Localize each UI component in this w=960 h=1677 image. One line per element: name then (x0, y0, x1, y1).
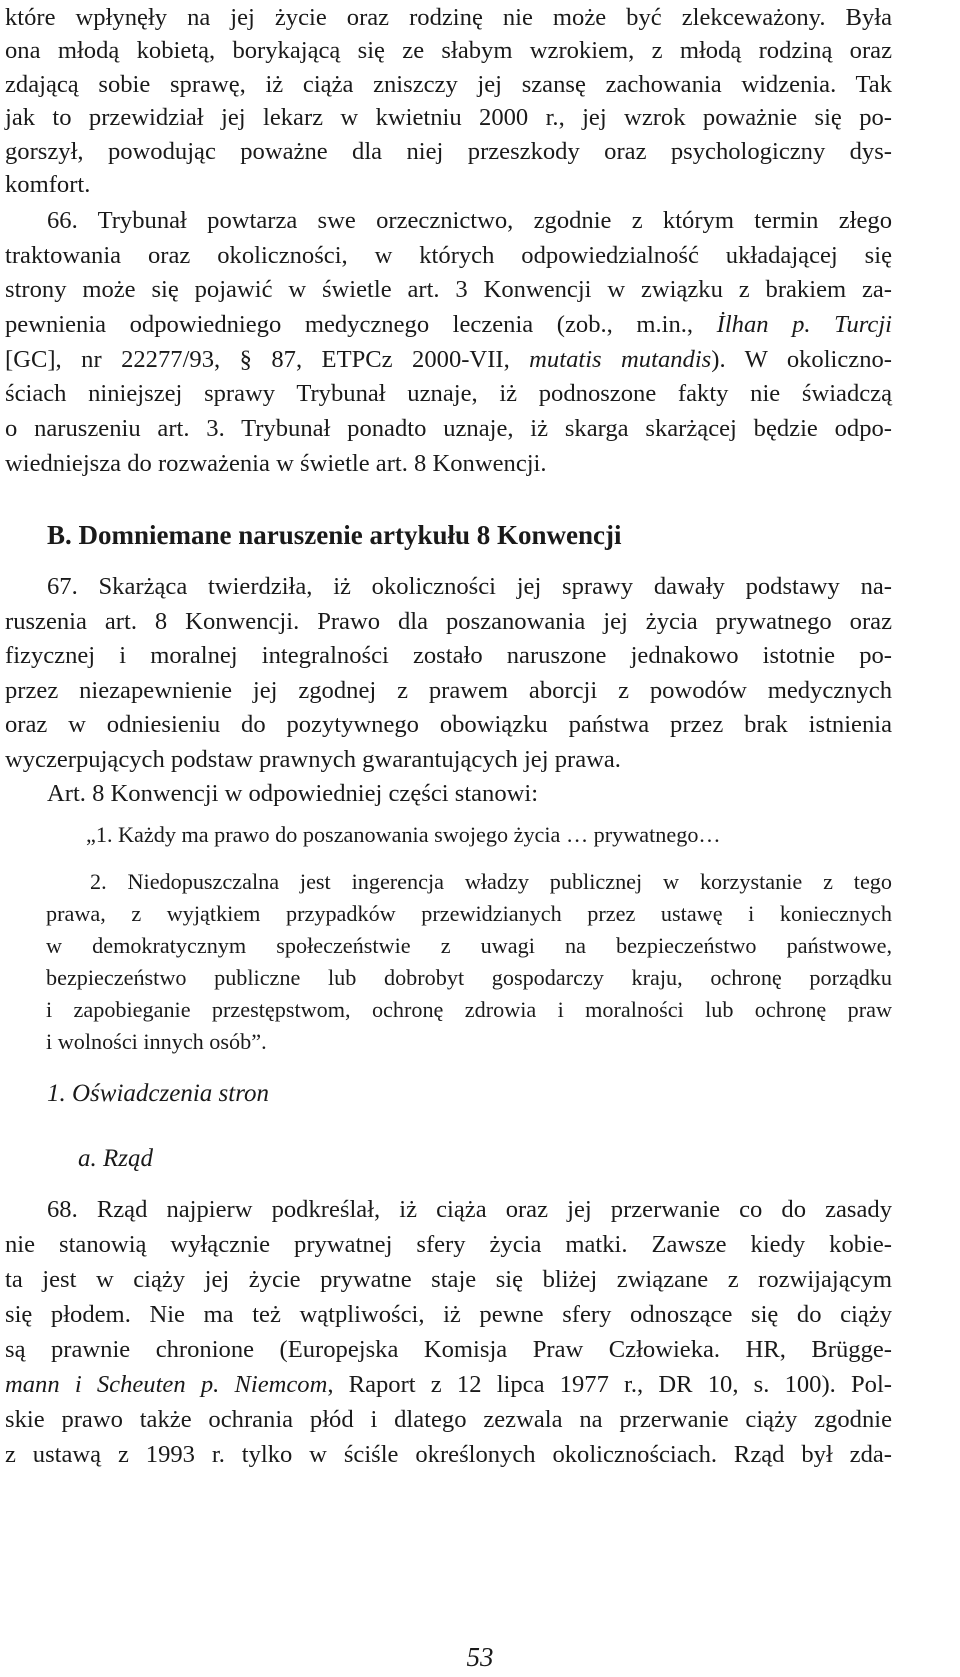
quote-line: „1. Każdy ma prawo do poszanowania swojego życia … prywatnego… (86, 822, 721, 847)
paragraph-68-line: nie stanowią wyłącznie prywatnej sfery życia matki. Zawsze kiedy kobie- (5, 1231, 892, 1258)
case-citation: İlhan p. Turcji (716, 311, 892, 338)
case-citation: mann i Scheuten p. Niemcom (5, 1371, 328, 1398)
paragraph-66-line: ściach niniejszej sprawy Trybunał uznaje, iż podnoszone fakty nie świadczą (5, 380, 892, 407)
paragraph-66-line: wiedniejsza do rozważenia w świetle art. 8 Konwencji. (5, 450, 547, 477)
paragraph-65-line: ona młodą kobietą, borykającą się ze słabym wzrokiem, z młodą rodziną oraz (5, 37, 892, 64)
text-run: , Raport z 12 lipca 1977 r., DR 10, s. 100). Pol- (327, 1371, 892, 1398)
paragraph-66-line: traktowania oraz okoliczności, w których odpowiedzialność układającej się (5, 242, 892, 269)
text-run: [GC], nr 22277/93, § 87, ETPCz 2000-VII, (5, 346, 530, 373)
paragraph-65-line: zdającą sobie sprawę, iż ciąża zniszczy jej szansę zachowania widzenia. Tak (5, 71, 892, 98)
paragraph-67-line: przez niezapewnienie jej zgodnej z prawem aborcji z powodów medycznych (5, 677, 892, 704)
paragraph-67-line: oraz w odniesieniu do pozytywnego obowiązku państwa przez brak istnienia (5, 711, 892, 738)
paragraph-68-line: z ustawą z 1993 r. tylko w ściśle określonych okolicznościach. Rząd był zda- (5, 1441, 892, 1468)
paragraph-68-line: skie prawo także ochrania płód i dlatego zezwala na przerwanie ciąży zgodnie (5, 1406, 892, 1433)
quote-line: bezpieczeństwo publiczne lub dobrobyt gospodarczy kraju, ochronę porządku (46, 965, 892, 990)
paragraph-67-line: 67. Skarżąca twierdziła, iż okoliczności jej sprawy dawały podstawy na- (47, 573, 892, 600)
paragraph-66-line (5, 307, 892, 342)
paragraph-65-line: gorszył, powodując poważne dla niej przeszkody oraz psychologiczny dys- (5, 138, 892, 165)
paragraph-67-line: ruszenia art. 8 Konwencji. Prawo dla poszanowania jej życia prywatnego oraz (5, 608, 892, 635)
paragraph-67-line: Art. 8 Konwencji w odpowiedniej części stanowi: (47, 780, 539, 807)
paragraph-68-line: są prawnie chronione (Europejska Komisja Praw Człowieka. HR, Brügge- (5, 1336, 892, 1363)
latin-phrase: mutatis mutandis (529, 346, 712, 373)
quote-line: 2. Niedopuszczalna jest ingerencja władzy publicznej w korzystanie z tego (90, 869, 892, 894)
paragraph-65-line: komfort. (5, 171, 91, 198)
paragraph-68-line: się płodem. Nie ma też wątpliwości, iż pewne sfery odnoszące się do ciąży (5, 1301, 892, 1328)
paragraph-67-line: fizycznej i moralnej integralności zostało naruszone jednakowo istotnie po- (5, 642, 892, 669)
page-number: 53 (466, 1642, 494, 1672)
subsection-heading-a: a. Rząd (78, 1145, 153, 1172)
paragraph-65-line: jak to przewidział jej lekarz w kwietniu 2000 r., jej wzrok poważnie się po- (5, 104, 892, 131)
subsection-heading-1: 1. Oświadczenia stron (47, 1080, 269, 1107)
text-run: pewnienia odpowiedniego medycznego leczenia (zob., m.in., (5, 311, 717, 338)
quote-line: i wolności innych osób”. (46, 1029, 267, 1054)
quote-line: w demokratycznym społeczeństwie z uwagi na bezpieczeństwo państwowe, (46, 933, 892, 958)
paragraph-67-line: wyczerpujących podstaw prawnych gwarantujących jej prawa. (5, 746, 621, 773)
paragraph-66-line: o naruszeniu art. 3. Trybunał ponadto uznaje, iż skarga skarżącej będzie odpo- (5, 415, 892, 442)
paragraph-68-line (5, 1367, 892, 1402)
paragraph-66-line (5, 342, 892, 377)
paragraph-65-line: które wpłynęły na jej życie oraz rodzinę nie może być zlekceważony. Była (5, 4, 892, 31)
quote-line: prawa, z wyjątkiem przypadków przewidzianych przez ustawę i koniecznych (46, 901, 892, 926)
text-run: ). W okoliczno- (711, 346, 892, 373)
paragraph-68-line: ta jest w ciąży jej życie prywatne staje się bliżej związane z rozwijającym (5, 1266, 892, 1293)
paragraph-66-line: strony może się pojawić w świetle art. 3 Konwencji w związku z brakiem za- (5, 276, 892, 303)
paragraph-68-line: 68. Rząd najpierw podkreślał, iż ciąża oraz jej przerwanie co do zasady (47, 1196, 892, 1223)
section-heading-b: B. Domniemane naruszenie artykułu 8 Konwencji (47, 520, 622, 550)
paragraph-66-line: 66. Trybunał powtarza swe orzecznictwo, zgodnie z którym termin złego (47, 207, 892, 234)
quote-line: i zapobieganie przestępstwom, ochronę zdrowia i moralności lub ochronę praw (46, 997, 892, 1022)
